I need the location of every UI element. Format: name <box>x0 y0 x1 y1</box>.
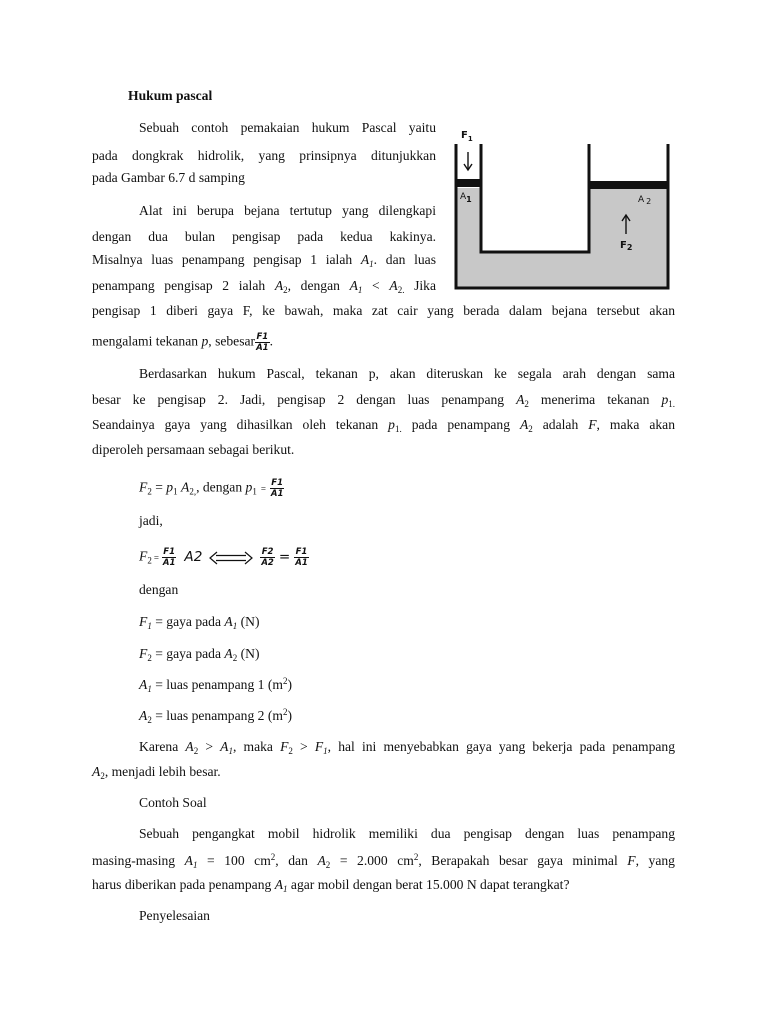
contoh-soal-heading: Contoh Soal <box>139 795 207 810</box>
para2-line5: pengisap 1 diberi gaya F, ke bawah, maka zat cair yang berada dalam bejana tersebut akan <box>92 303 675 318</box>
para3-line4: diperoleh persamaan sebagai berikut. <box>92 442 295 457</box>
soal-line2: masing-masing $A_1 = 100$ $cm^2$, dan $A_2 = 2.000$ $cm^2$, Berapakah besar gaya minimal F, yang <box>92 852 675 870</box>
soal-line1: Sebuah pengangkat mobil hidrolik memiliki dua pengisap dengan luas penampang <box>139 826 675 841</box>
para3-line1: Berdasarkan hukum Pascal, tekanan p, akan diteruskan ke segala arah dengan sama <box>139 366 675 381</box>
penyelesaian-heading: Penyelesaian <box>139 908 210 923</box>
para2-line3: Misalnya luas penampang pengisap 1 ialah $A_1$. dan luas <box>92 252 436 269</box>
fraction-f1-a1: $\frac{F1}{A1}$ <box>162 547 176 568</box>
para1-line1: Sebuah contoh pemakaian hukum Pascal yaitu <box>139 120 436 135</box>
para3-line2: besar ke pengisap 2. Jadi, pengisap 2 dengan luas penampang $A_2$ menerima tekanan $p_{1.}$ <box>92 392 675 409</box>
para2-line4: penampang pengisap 2 ialah $A_2$, dengan $A_1 < A_{2.}$ Jika <box>92 278 437 295</box>
jadi-label: jadi, <box>139 513 163 528</box>
def-a1: $A_1$ = luas penampang 1 $(m^2)$ <box>139 676 292 694</box>
fraction-f1-a1: $\frac{F1}{A1}$ <box>256 332 269 353</box>
dengan-label: dengan <box>139 582 179 597</box>
fraction-f1-a1: $\frac{F1}{A1}$ <box>270 478 284 499</box>
fraction-f2-a2: $\frac{F2}{A2}$ <box>261 547 274 568</box>
para2-line6: mengalami tekanan p, sebesar $\frac{F1}{A1}$ . <box>92 332 273 353</box>
karena-line2: $A_2$, menjadi lebih besar. <box>92 764 221 781</box>
label-a1: A1 <box>460 192 472 204</box>
soal-line3: harus diberikan pada penampang $A_1$ agar mobil dengan berat 15.000 N dapat terangkat? <box>92 877 570 894</box>
force-arrow-down-icon <box>464 152 472 170</box>
def-f1: $F_1$ = gaya pada $A_1$ (N) <box>139 614 260 631</box>
para1-line2: pada dongkrak hidrolik, yang prinsipnya ditunjukkan <box>92 148 436 163</box>
fluid-region <box>456 188 668 288</box>
piston-2 <box>589 181 668 189</box>
para2-line1: Alat ini berupa bejana tertutup yang dilengkapi <box>139 203 436 218</box>
def-a2: $A_2$ = luas penampang 2 $(m^2)$ <box>139 707 292 725</box>
para1-line3: pada Gambar 6.7 d samping <box>92 170 245 185</box>
label-f2: $F_2$ <box>620 240 633 252</box>
label-a2: A 2 <box>638 195 652 206</box>
equation-2: $F_2$ = $\frac{F1}{A1}$ A2 $\frac{F2}{A2}$ = $\frac{F1}{A1}$ <box>139 547 308 568</box>
karena-line1: Karena $A_2 > A_1$, maka $F_2 > F_1$, hal ini menyebabkan gaya yang bekerja pada penampang <box>139 739 676 756</box>
para2-line2: dengan dua bulan pengisap pada kedua kakinya. <box>92 229 436 244</box>
para3-line3: Seandainya gaya yang dihasilkan oleh tekanan $p_{1.}$ pada penampang $A_2$ adalah F, maka akan <box>92 417 676 434</box>
def-f2: $F_2$ = gaya pada $A_2$ (N) <box>139 646 260 663</box>
page-title: Hukum pascal <box>128 88 213 103</box>
fraction-f1-a1: $\frac{F1}{A1}$ <box>295 547 308 568</box>
piston-1 <box>456 179 481 187</box>
hydraulic-press-diagram <box>448 124 676 294</box>
double-arrow-icon <box>208 551 254 565</box>
label-f1: $F_1$ <box>461 130 473 143</box>
equation-1: $F_2 = p_1$ $A_{2,}$, dengan $p_1$ = $\frac{F1}{A1}$ <box>139 478 284 499</box>
